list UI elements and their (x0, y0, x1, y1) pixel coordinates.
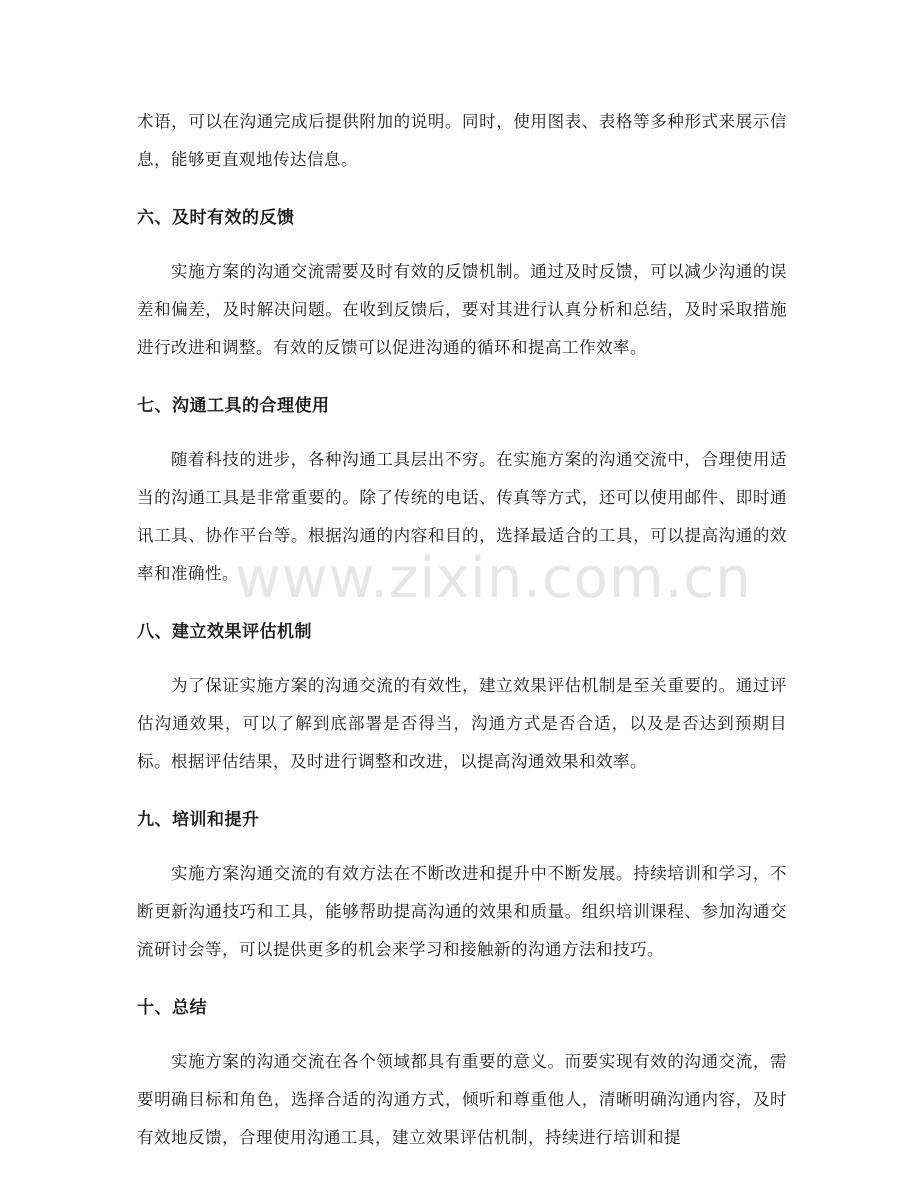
section-heading-6: 六、及时有效的反馈 (137, 208, 295, 228)
document-page (137, 103, 787, 1157)
section-heading-8: 八、建立效果评估机制 (137, 622, 312, 642)
section-body-10: 实施方案的沟通交流在各个领域都具有重要的意义。而要实现有效的沟通交流，需要明确目标和角色，选择合适的沟通方式，倾听和尊重他人，清晰明确沟通内容，及时有效地反馈，合理使用沟通工具，建立效果评估机制，持续进行培训和提 (137, 1052, 787, 1147)
section-body-9: 实施方案沟通交流的有效方法在不断改进和提升中不断发展。持续培训和学习，不断更新沟通技巧和工具，能够帮助提高沟通的效果和质量。组织培训课程、参加沟通交流研讨会等，可以提供更多的机会来学习和接触新的沟通方法和技巧。 (137, 864, 787, 959)
section-heading-9: 九、培训和提升 (137, 810, 260, 830)
section-body-6: 实施方案的沟通交流需要及时有效的反馈机制。通过及时反馈，可以减少沟通的误差和偏差，及时解决问题。在收到反馈后，要对其进行认真分析和总结，及时采取措施进行改进和调整。有效的反馈可以促进沟通的循环和提高工作效率。 (137, 262, 787, 357)
intro-paragraph: 术语，可以在沟通完成后提供附加的说明。同时，使用图表、表格等多种形式来展示信息，能够更直观地传达信息。 (137, 112, 787, 169)
section-body-8: 为了保证实施方案的沟通交流的有效性，建立效果评估机制是至关重要的。通过评估沟通效果，可以了解到底部署是否得当，沟通方式是否合适，以及是否达到预期目标。根据评估结果，及时进行调整和改进，以提高沟通效果和效率。 (137, 676, 787, 771)
watermark: www.zixin.com.cn (235, 546, 752, 611)
section-heading-7: 七、沟通工具的合理使用 (137, 396, 330, 416)
section-heading-10: 十、总结 (137, 998, 207, 1018)
section-body-7: 随着科技的进步，各种沟通工具层出不穷。在实施方案的沟通交流中，合理使用适当的沟通工具是非常重要的。除了传统的电话、传真等方式，还可以使用邮件、即时通讯工具、协作平台等。根据沟通的内容和目的，选择最适合的工具，可以提高沟通的效率和准确性。 (137, 450, 787, 583)
